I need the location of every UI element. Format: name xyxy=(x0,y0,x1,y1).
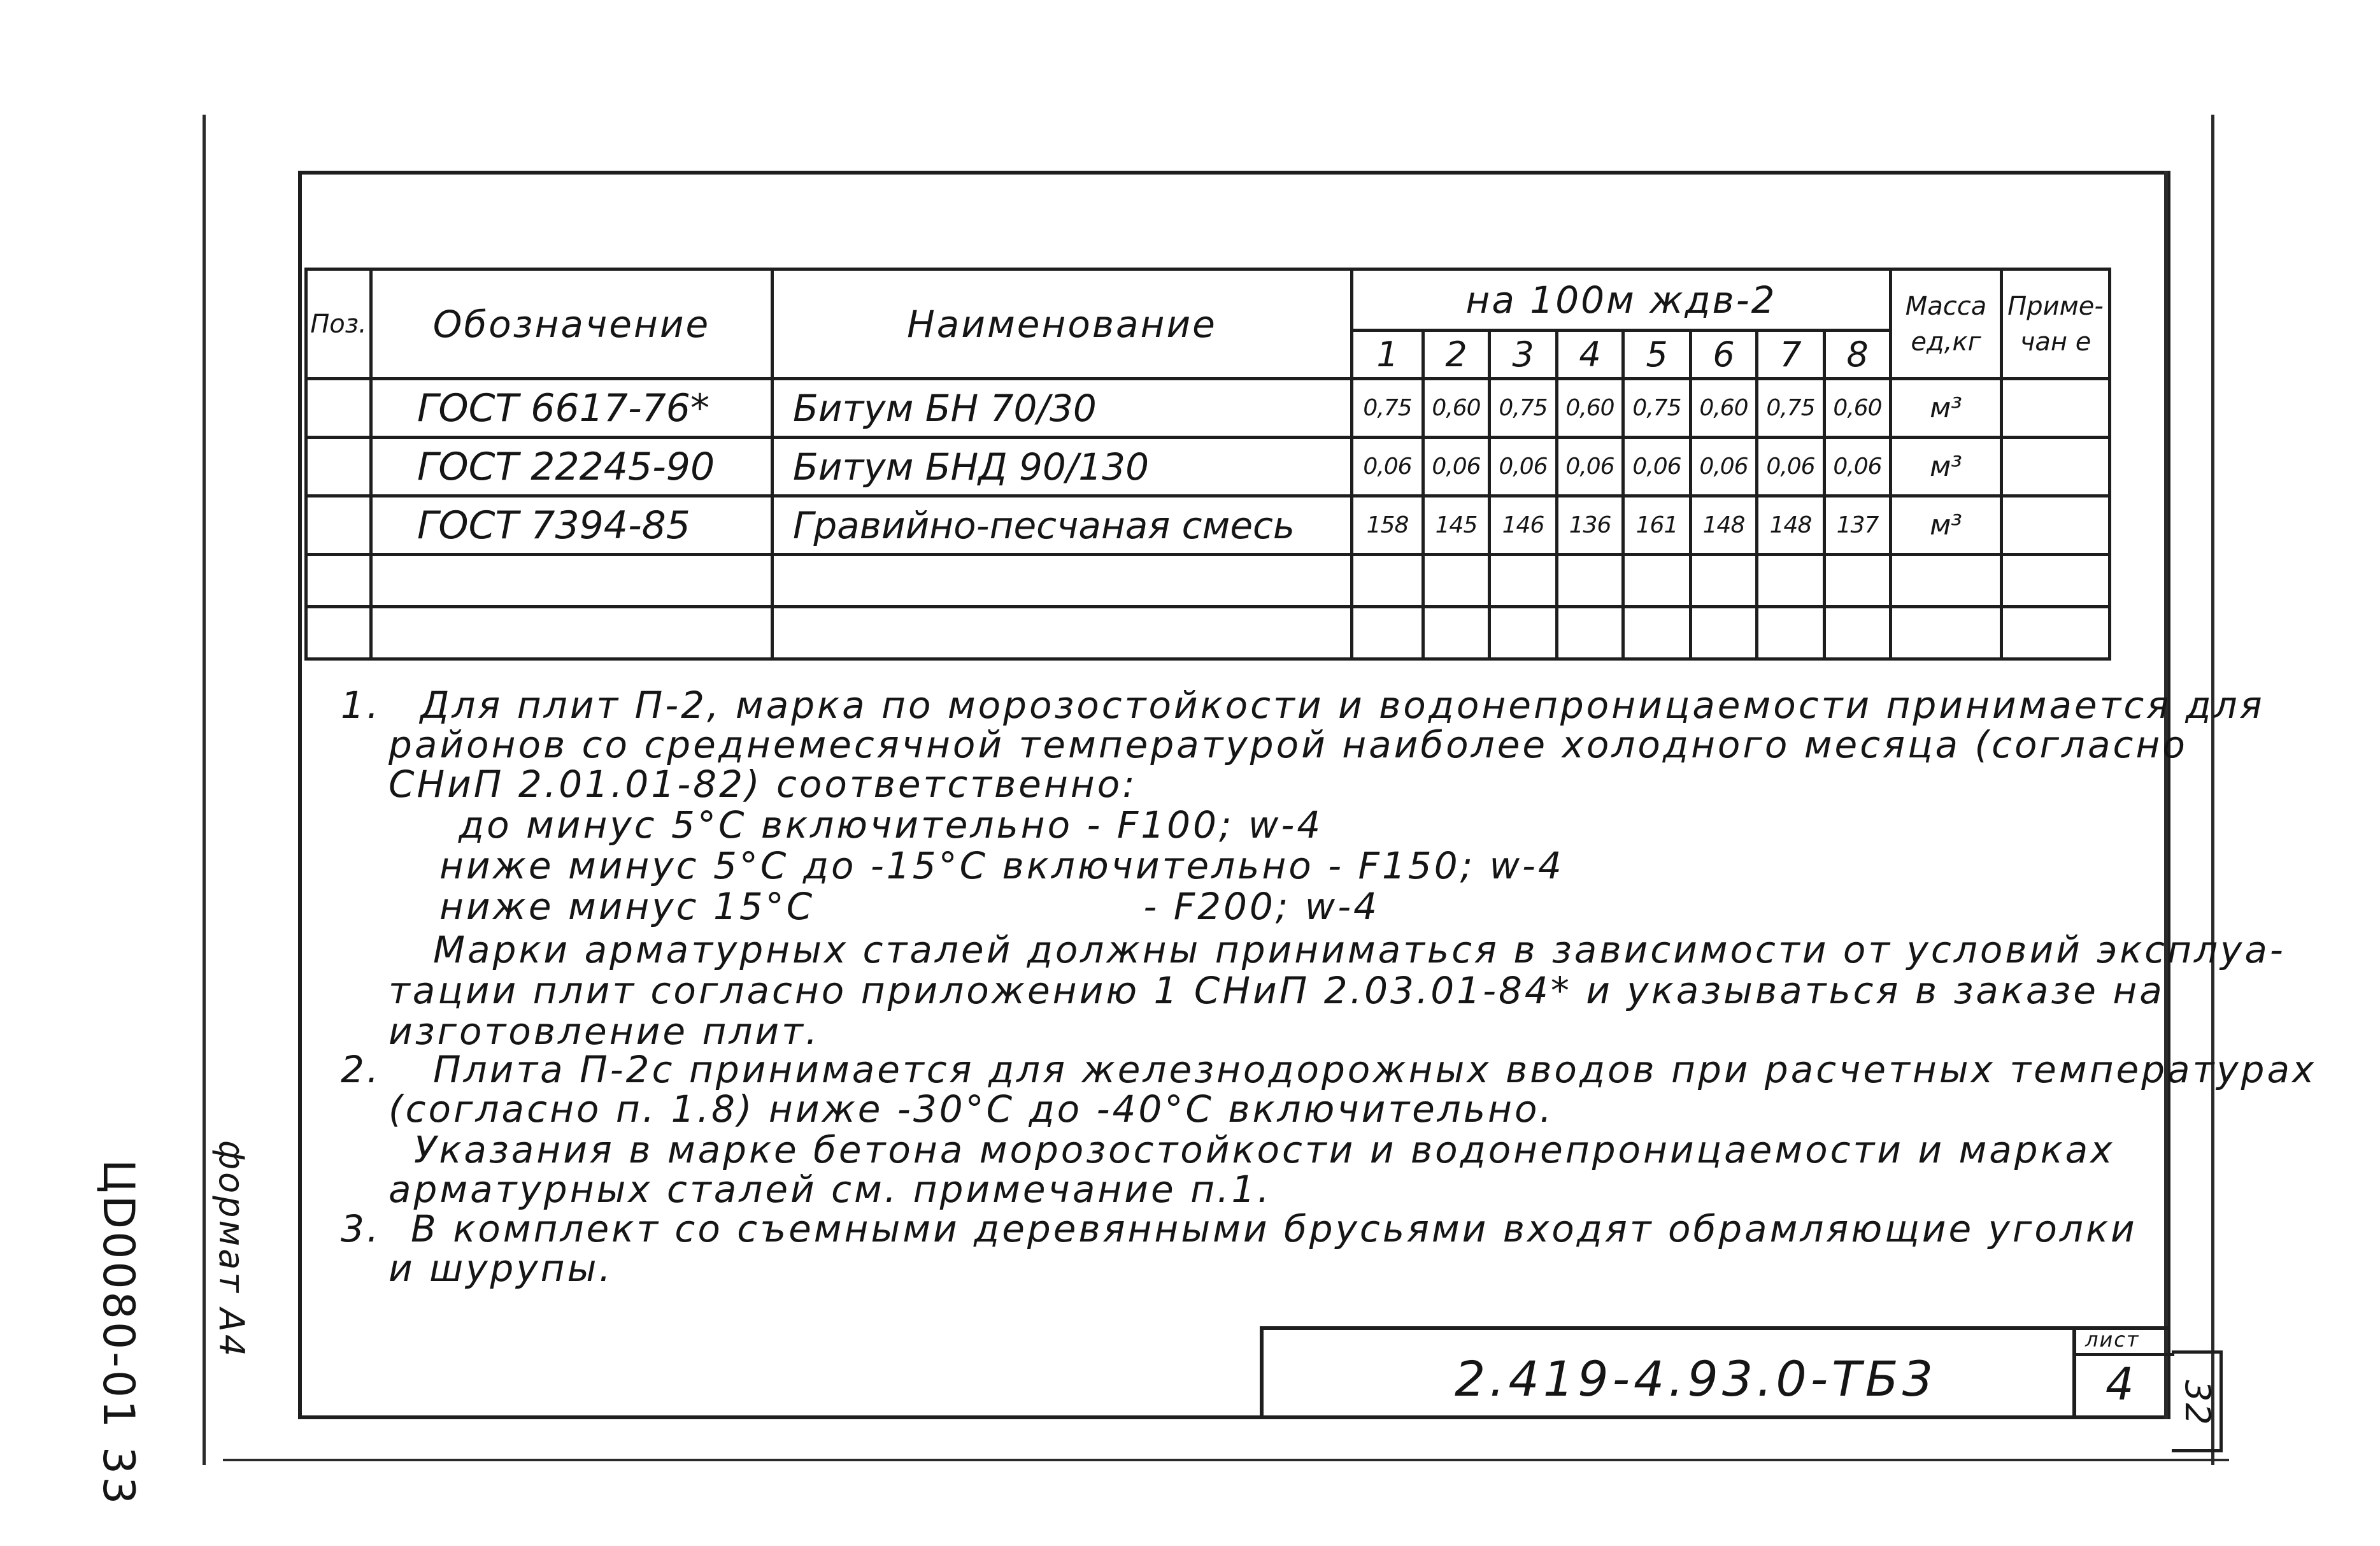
col-note-header: Приме-чан е xyxy=(2002,269,2110,379)
frame-right-rule xyxy=(2164,171,2168,1419)
col-num-2: 2 xyxy=(1423,331,1490,379)
note-1-line: тации плит согласно приложению 1 СНиП 2.03.01-84* и указываться в заказе на xyxy=(388,969,2165,1012)
row-value: 0,75 xyxy=(1352,379,1423,438)
table-row xyxy=(306,496,2110,555)
note-1-line: Для плит П-2, марка по морозостойкости и водонепроницаемости принимается для xyxy=(420,684,2265,727)
row-note xyxy=(2002,496,2110,555)
col-num-4: 4 xyxy=(1557,331,1623,379)
col-num-7: 7 xyxy=(1757,331,1825,379)
col-num-5: 5 xyxy=(1623,331,1691,379)
col-num-6: 6 xyxy=(1691,331,1757,379)
table-row-empty xyxy=(306,607,2110,659)
document-code: 2.419-4.93.0-ТБ3 xyxy=(1455,1350,1937,1407)
note-2-line: арматурных сталей см. примечание п.1. xyxy=(388,1168,1272,1211)
row-code: ГОСТ 6617-76* xyxy=(371,379,773,438)
table-row xyxy=(306,438,2110,496)
note-2-number: 2. xyxy=(341,1048,381,1091)
row-value: 0,60 xyxy=(1691,379,1757,438)
format-label: формат А4 xyxy=(211,1140,252,1359)
note-1-line: районов со среднемесячной температурой наиболее холодного месяца (согласно xyxy=(388,723,2188,766)
note-3-line: В комплект со съемными деревянными брусьями входят обрамляющие уголки xyxy=(411,1207,2137,1250)
row-unit: м³ xyxy=(1891,379,2002,438)
col-name-header: Наименование xyxy=(773,269,1352,379)
table-row xyxy=(306,379,2110,438)
col-num-1: 1 xyxy=(1352,331,1423,379)
row-value: 0,06 xyxy=(1423,438,1490,496)
col-mass-header: Масса ед,кг xyxy=(1891,269,2002,379)
row-value: 148 xyxy=(1757,496,1825,555)
note-1-number: 1. xyxy=(341,684,381,727)
row-pos xyxy=(306,438,371,496)
title-block xyxy=(1260,1326,2170,1419)
col-pos-header: Поз. xyxy=(306,269,371,379)
note-2-line: Указания в марке бетона морозостойкости и водонепроницаемости и марках xyxy=(414,1128,2115,1171)
row-name: Битум БНД 90/130 xyxy=(773,438,1352,496)
row-value: 0,75 xyxy=(1757,379,1825,438)
row-code: ГОСТ 22245-90 xyxy=(371,438,773,496)
row-unit: м³ xyxy=(1891,496,2002,555)
note-2-line: (согласно п. 1.8) ниже -30°С до -40°С включительно. xyxy=(388,1087,1554,1131)
row-name: Гравийно-песчаная смесь xyxy=(773,496,1352,555)
row-pos xyxy=(306,379,371,438)
row-value: 0,75 xyxy=(1623,379,1691,438)
bottom-edge-line xyxy=(223,1459,2229,1461)
row-value: 0,06 xyxy=(1825,438,1891,496)
specification-table xyxy=(304,268,2111,661)
note-1-line: ниже минус 15°С - F200; w-4 xyxy=(439,885,1380,928)
header-row-top xyxy=(306,269,2110,331)
row-unit: м³ xyxy=(1891,438,2002,496)
row-value: 0,06 xyxy=(1623,438,1691,496)
note-1-line: ниже минус 5°С до -15°С включительно - F150; w-4 xyxy=(439,844,1564,887)
row-value: 0,06 xyxy=(1691,438,1757,496)
sheet-number: 4 xyxy=(2106,1358,2135,1410)
row-value: 0,75 xyxy=(1490,379,1557,438)
row-value: 0,06 xyxy=(1490,438,1557,496)
note-1-line: Марки арматурных сталей должны приниматься в зависимости от условий эксплуа- xyxy=(433,928,2286,971)
row-value: 158 xyxy=(1352,496,1423,555)
note-3-number: 3. xyxy=(341,1207,381,1250)
note-1-line: изготовление плит. xyxy=(388,1010,820,1053)
row-note xyxy=(2002,438,2110,496)
row-note xyxy=(2002,379,2110,438)
col-designation-header: Обозначение xyxy=(371,269,773,379)
sheet-cell-divider xyxy=(2076,1353,2174,1356)
row-value: 137 xyxy=(1825,496,1891,555)
page-number: 32 xyxy=(2177,1380,2218,1426)
note-1-line: до минус 5°С включительно - F100; w-4 xyxy=(459,803,1323,847)
note-2-line: Плита П-2с принимается для железнодорожных вводов при расчетных температурах xyxy=(433,1048,2317,1091)
row-value: 0,06 xyxy=(1352,438,1423,496)
sheet-cell xyxy=(2072,1326,2170,1419)
note-3-line: и шурупы. xyxy=(388,1247,613,1290)
sheet-label: лист xyxy=(2085,1328,2140,1352)
archive-number: ЦD0080-01 33 xyxy=(93,1159,143,1507)
col-num-8: 8 xyxy=(1825,331,1891,379)
row-code: ГОСТ 7394-85 xyxy=(371,496,773,555)
row-value: 136 xyxy=(1557,496,1623,555)
left-edge-line xyxy=(203,115,206,1465)
right-edge-line xyxy=(2211,115,2214,1465)
note-1-line: СНиП 2.01.01-82) соответственно: xyxy=(388,762,1137,806)
table-row-empty xyxy=(306,555,2110,607)
row-value: 145 xyxy=(1423,496,1490,555)
row-value: 148 xyxy=(1691,496,1757,555)
row-value: 146 xyxy=(1490,496,1557,555)
page-number-box xyxy=(2172,1350,2223,1452)
row-value: 0,60 xyxy=(1423,379,1490,438)
row-name: Битум БН 70/30 xyxy=(773,379,1352,438)
row-value: 0,60 xyxy=(1825,379,1891,438)
col-group-header: на 100м ждв-2 xyxy=(1352,269,1891,331)
row-value: 0,06 xyxy=(1557,438,1623,496)
row-value: 0,60 xyxy=(1557,379,1623,438)
row-value: 161 xyxy=(1623,496,1691,555)
row-pos xyxy=(306,496,371,555)
row-value: 0,06 xyxy=(1757,438,1825,496)
col-num-3: 3 xyxy=(1490,331,1557,379)
